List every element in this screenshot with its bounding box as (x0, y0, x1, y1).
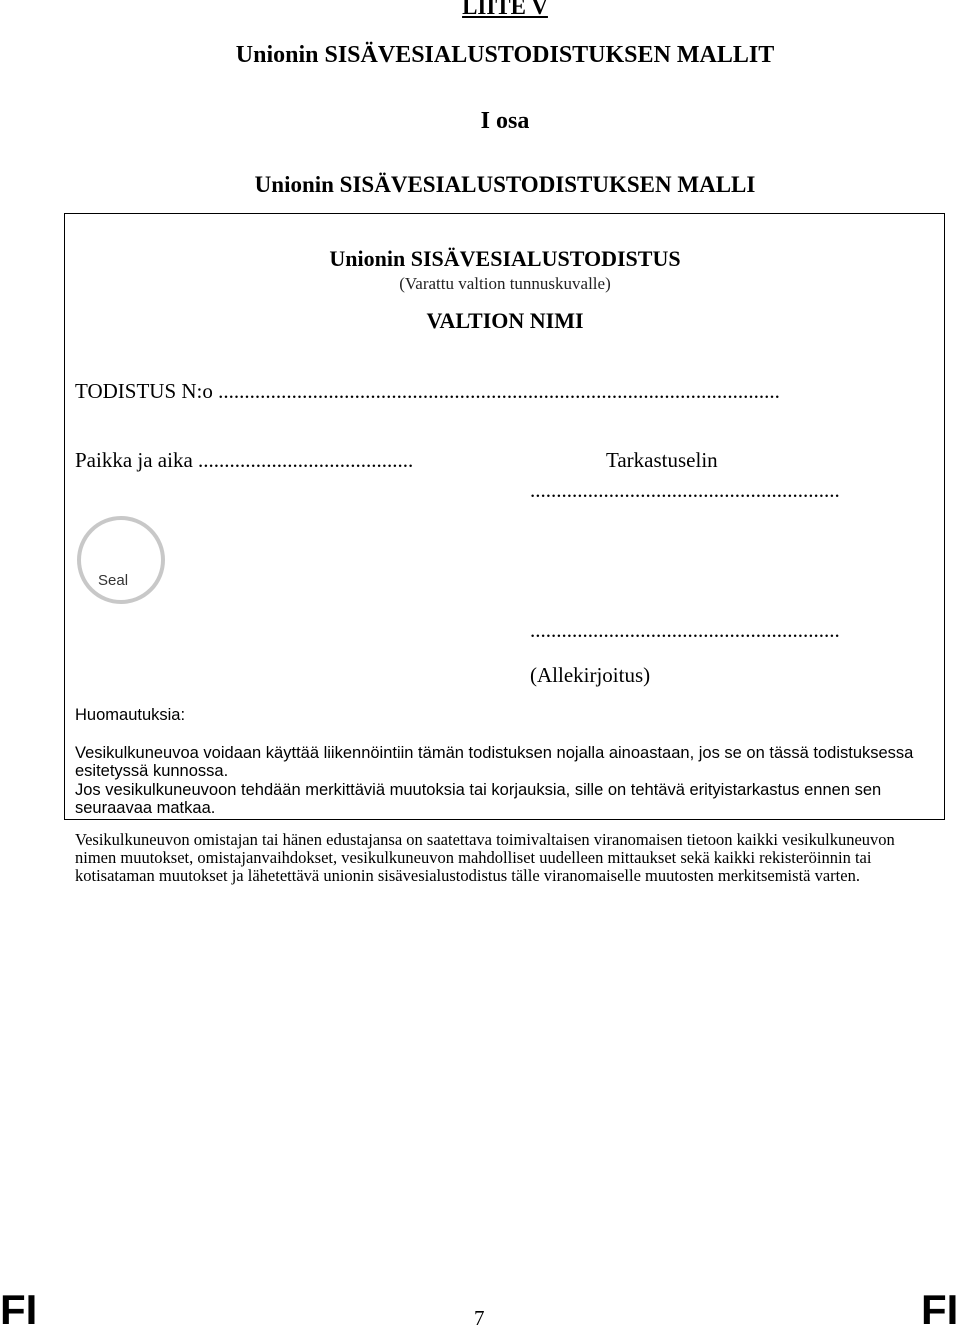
inspection-body-label: Tarkastuselin (606, 448, 718, 472)
remarks-label: Huomautuksia: (75, 706, 186, 724)
certificate-frame (64, 213, 945, 820)
footer-language-right: FI (921, 1286, 959, 1333)
place-date-line: Paikka ja aika ......................................... (75, 448, 414, 472)
footer-language-left: FI (0, 1286, 38, 1333)
certificate-title: Unionin SISÄVESIALUSTODISTUS (329, 246, 681, 271)
document-title: Unionin SISÄVESIALUSTODISTUKSEN MALLIT (235, 42, 775, 68)
seal-icon (77, 514, 167, 606)
remark-1: Vesikulkuneuvoa voidaan käyttää liikennöintiin tämän todistuksen nojalla ainoastaan, jos se on tässä todistuksessa esitetyssä kunnossa. (75, 744, 914, 780)
certificate-number-line: TODISTUS N:o ........................................................................................................... (75, 379, 780, 403)
state-name: VALTION NIMI (426, 308, 584, 333)
remark-2: Jos vesikulkuneuvoon tehdään merkittäviä muutoksia tai korjauksia, sille on tehtävä erityistarkastus ennen sen seuraavaa matkaa. (75, 781, 882, 817)
part-heading: I osa (480, 108, 530, 134)
signature-label: (Allekirjoitus) (530, 663, 651, 687)
seal-text: Seal (98, 572, 129, 589)
model-title: Unionin SISÄVESIALUSTODISTUKSEN MALLI (254, 172, 756, 197)
annex-heading: LIITE V (462, 0, 548, 19)
body-paragraph: Vesikulkuneuvon omistajan tai hänen edustajansa on saatettava toimivaltaisen viranomaisen tietoon kaikki vesikulkuneuvon nimen muutokset, omistajanvaihdokset, vesikulkuneuvon mahdolliset uudelleen mittaukset sekä kaikki rekisteröinnin tai kotisataman muutokset ja lähetettävä unionin sisävesialustodistus tälle viranomaiselle muutosten merkitsemistä varten. (75, 830, 895, 885)
signature-dots: ........................................................... (530, 618, 840, 642)
inspection-body-dots: ........................................................... (530, 478, 840, 502)
page-number: 7 (474, 1306, 485, 1330)
certificate-subtitle: (Varattu valtion tunnuskuvalle) (399, 274, 611, 293)
